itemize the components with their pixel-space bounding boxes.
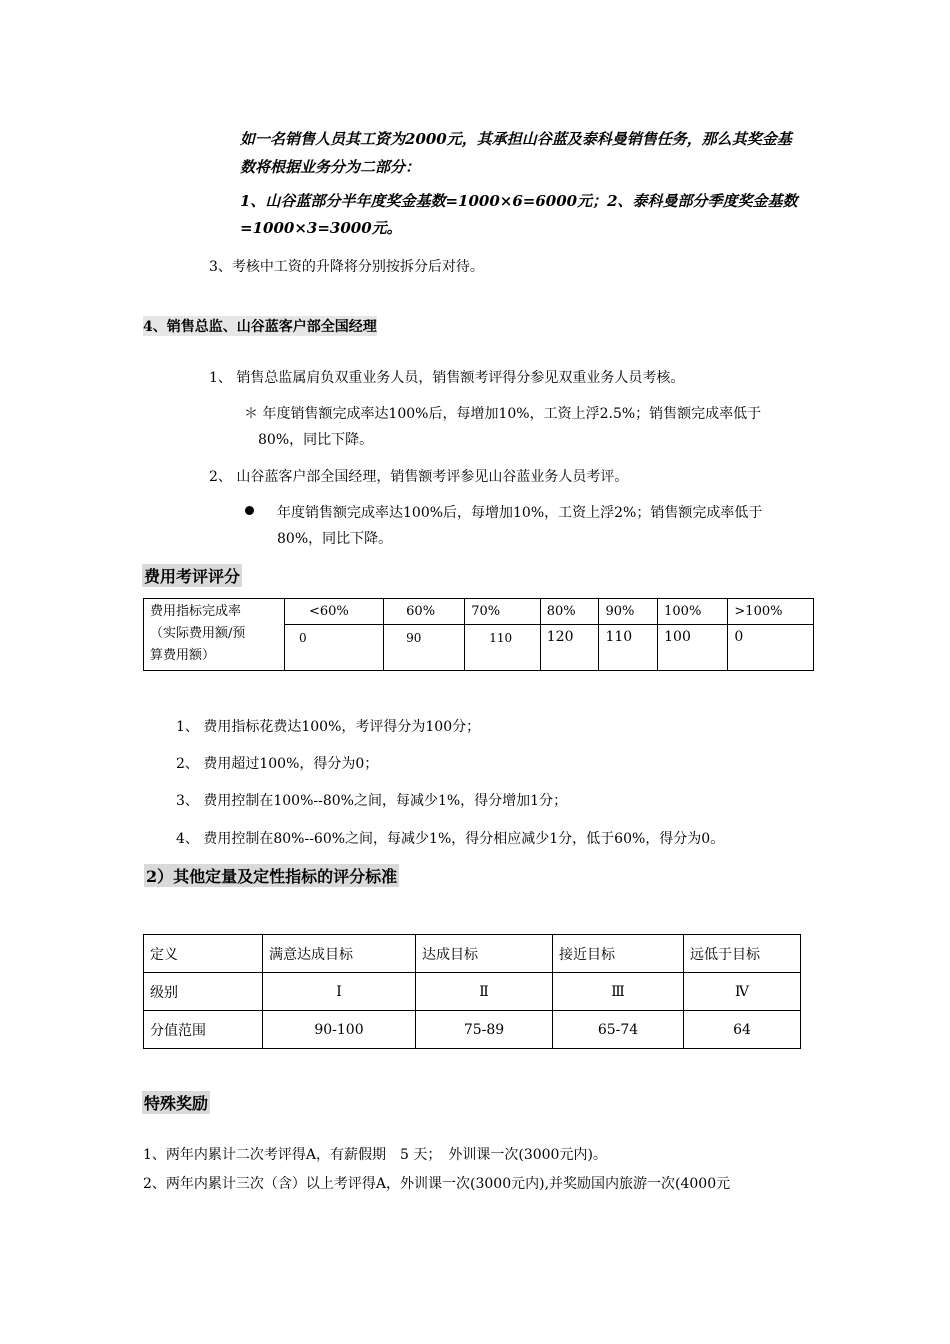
table-row xyxy=(144,1011,801,1049)
expense-rule-4: 4、 费用控制在80%--60%之间，每减少1%，得分相应减少1分，低于60%，得分为0。 xyxy=(176,831,725,847)
score-cell: 110 xyxy=(599,625,658,671)
cell: Ⅰ xyxy=(263,973,416,1011)
cell: 64 xyxy=(684,1011,801,1049)
section4-item-2: 2、 山谷蓝客户部全国经理，销售额考评参见山谷蓝业务人员考评。 xyxy=(209,469,629,485)
cell: 定义 xyxy=(144,935,263,973)
cell: Ⅳ xyxy=(684,973,801,1011)
section4-item-1: 1、 销售总监属肩负双重业务人员，销售额考评得分参见双重业务人员考核。 xyxy=(209,370,685,386)
section4-note2-line2: 80%，同比下降。 xyxy=(277,531,393,547)
row-label-line: 算费用额） xyxy=(150,648,216,663)
calc-line-2: =1000×3=3000元。 xyxy=(240,219,402,237)
cell: Ⅲ xyxy=(553,973,684,1011)
section4-note1-line2: 80%，同比下降。 xyxy=(258,432,374,448)
header-cell: 90% xyxy=(599,599,658,625)
header-cell: 80% xyxy=(540,599,599,625)
score-cell: 0 xyxy=(728,625,814,671)
expense-rule-1: 1、 费用指标花费达100%，考评得分为100分； xyxy=(176,719,481,735)
other-table xyxy=(143,934,801,1049)
table-row xyxy=(144,973,801,1011)
special-line-2: 2、两年内累计三次（含）以上考评得A，外训课一次(3000元内),并奖励国内旅游一次(4000元 xyxy=(143,1176,731,1192)
example-line-1: 如一名销售人员其工资为2000元，其承担山谷蓝及泰科曼销售任务，那么其奖金基 xyxy=(240,130,792,148)
score-cell: 100 xyxy=(658,625,728,671)
cell: 接近目标 xyxy=(553,935,684,973)
cell: Ⅱ xyxy=(416,973,553,1011)
expense-heading: 费用考评评分 xyxy=(142,564,242,587)
section4-note2-line1: 年度销售额完成率达100%后，每增加10%，工资上浮2%；销售额完成率低于 xyxy=(277,505,763,521)
score-cell: 120 xyxy=(540,625,599,671)
expense-rule-2: 2、 费用超过100%，得分为0； xyxy=(176,756,379,772)
score-cell: 110 xyxy=(465,625,541,671)
section4-note1-line1: ＊ 年度销售额完成率达100%后，每增加10%，工资上浮2.5%；销售额完成率低于 xyxy=(244,406,762,422)
header-cell: >100% xyxy=(728,599,814,625)
special-heading: 特殊奖励 xyxy=(142,1091,210,1114)
header-cell: <60% xyxy=(285,599,384,625)
section4-title: 4、销售总监、山谷蓝客户部全国经理 xyxy=(143,316,377,336)
special-line-1: 1、两年内累计二次考评得A，有薪假期 5 天； 外训课一次(3000元内)。 xyxy=(143,1147,607,1163)
calc-line-1: 1、山谷蓝部分半年度奖金基数=1000×6=6000元；2、泰科曼部分季度奖金基数 xyxy=(240,192,798,210)
cell: 远低于目标 xyxy=(684,935,801,973)
row-label-line: 费用指标完成率 xyxy=(150,604,242,619)
table-row xyxy=(144,935,801,973)
cell: 65-74 xyxy=(553,1011,684,1049)
cell: 90-100 xyxy=(263,1011,416,1049)
row-label-line: （实际费用额/预 xyxy=(150,626,246,641)
expense-rule-3: 3、 费用控制在100%--80%之间，每减少1%，得分增加1分； xyxy=(176,793,568,809)
score-cell: 0 xyxy=(285,625,384,671)
item-3: 3、考核中工资的升降将分别按拆分后对待。 xyxy=(209,259,484,275)
example-line-2: 数将根据业务分为二部分： xyxy=(240,158,421,176)
cell: 75-89 xyxy=(416,1011,553,1049)
header-cell: 100% xyxy=(658,599,728,625)
header-cell: 60% xyxy=(384,599,465,625)
expense-table xyxy=(143,598,814,671)
other-heading: 2）其他定量及定性指标的评分标准 xyxy=(144,864,399,887)
header-cell: 70% xyxy=(465,599,541,625)
cell: 级别 xyxy=(144,973,263,1011)
cell: 满意达成目标 xyxy=(263,935,416,973)
bullet-icon xyxy=(245,506,254,515)
cell: 达成目标 xyxy=(416,935,553,973)
cell: 分值范围 xyxy=(144,1011,263,1049)
score-cell: 90 xyxy=(384,625,465,671)
table-row xyxy=(144,599,814,625)
row-label xyxy=(144,599,285,671)
